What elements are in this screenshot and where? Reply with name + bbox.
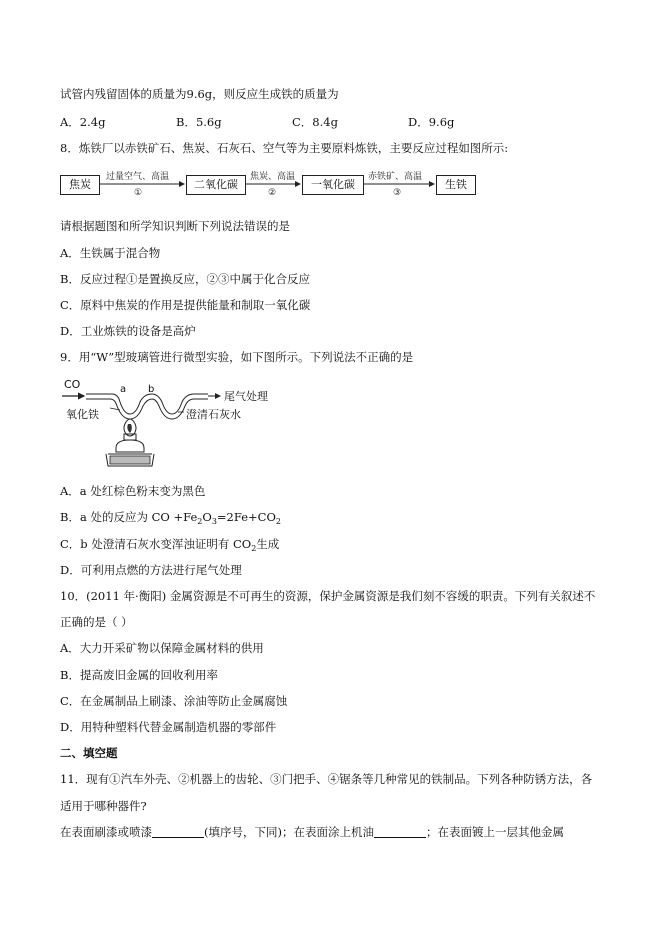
- step-3-condition: 赤铁矿、高温: [368, 172, 423, 182]
- flow-box-co2: 二氧化碳: [186, 175, 246, 195]
- q10-option-a: A．大力开采矿物以保障金属材料的供用: [60, 641, 264, 655]
- q9-option-b: B．a 处的反应为 CO $+Fe_2O_3=2Fe+CO_2$: [60, 510, 281, 526]
- q8-option-c: C．原料中焦炭的作用是提供能量和制取一氧化碳: [60, 298, 311, 312]
- q9-option-d: D．可利用点燃的方法进行尾气处理: [60, 563, 242, 577]
- q8-option-b: B．反应过程①是置换反应，②③中属于化合反应: [60, 272, 310, 286]
- option-d: D．9.6g: [408, 115, 455, 129]
- answer-blank-2[interactable]: [374, 825, 426, 838]
- question-10-stem-line-2: 正确的是（ ）: [60, 615, 133, 629]
- q9-option-c: C．b 处澄清石灰水变浑浊证明有 $CO_2$生成: [60, 537, 280, 553]
- q10-option-d: D．用特种塑料代替金属制造机器的零部件: [60, 720, 277, 734]
- q8-option-d: D．工业炼铁的设备是高炉: [60, 324, 196, 338]
- question-11-stem-line-1: 11．现有①汽车外壳、②机器上的齿轮、③门把手、④锯条等几种常见的铁制品。下列各种防锈方法，各: [60, 772, 593, 786]
- step-3-number: ③: [393, 188, 402, 198]
- point-b-label: b: [148, 384, 155, 395]
- flow-box-pig-iron: 生铁: [436, 175, 476, 195]
- iron-oxide-label: 氧化铁: [66, 408, 99, 421]
- step-2-condition: 焦炭、高温: [250, 172, 296, 182]
- question-8-prompt: 请根据题图和所学知识判断下列说法错误的是: [60, 219, 290, 233]
- question-8-stem: 8．炼铁厂以赤铁矿石、焦炭、石灰石、空气等为主要原料炼铁，主要反应过程如图所示:: [60, 141, 509, 155]
- question-10-stem-line-1: 10．(2011 年·衡阳) 金属资源是不可再生的资源，保护金属资源是我们刻不容缓的职责。下列有关叙述不: [60, 589, 596, 603]
- option-c: C．8.4g: [292, 115, 338, 129]
- exhaust-label: 尾气处理: [224, 390, 268, 403]
- w-tube-apparatus: [60, 376, 290, 470]
- option-b: B．5.6g: [176, 115, 222, 129]
- question-11-stem-line-2: 适用于哪种器件?: [60, 799, 147, 813]
- process-flow-diagram: [60, 168, 480, 208]
- point-a-label: a: [120, 384, 127, 395]
- question-7-stem: 试管内残留固体的质量为9.6g，则反应生成铁的质量为: [60, 87, 339, 101]
- q9-option-a: A．a 处红棕色粉末变为黑色: [60, 484, 206, 498]
- q10-option-c: C．在金属制品上刷漆、涂油等防止金属腐蚀: [60, 694, 288, 708]
- question-11-fill-line: 在表面刷漆或喷漆 (填序号，下同)；在表面涂上机油 ；在表面镀上一层其他金属: [60, 825, 564, 839]
- flow-box-coke: 焦炭: [60, 175, 100, 195]
- question-7-options: [60, 114, 620, 130]
- answer-blank-1[interactable]: [152, 825, 204, 838]
- limewater-label: 澄清石灰水: [186, 408, 241, 421]
- step-2-number: ②: [268, 188, 277, 198]
- step-1-number: ①: [134, 188, 143, 198]
- section-heading-fill-in: 二、填空题: [60, 746, 118, 760]
- co-label: CO: [64, 378, 81, 391]
- flow-box-co: 一氧化碳: [302, 175, 364, 195]
- q8-option-a: A．生铁属于混合物: [60, 246, 161, 260]
- question-9-stem: 9．用“W”型玻璃管进行微型实验，如下图所示。下列说法不正确的是: [60, 350, 414, 364]
- option-a: A．2.4g: [60, 115, 106, 129]
- step-1-condition: 过量空气、高温: [106, 172, 170, 182]
- q10-option-b: B．提高废旧金属的回收利用率: [60, 668, 218, 682]
